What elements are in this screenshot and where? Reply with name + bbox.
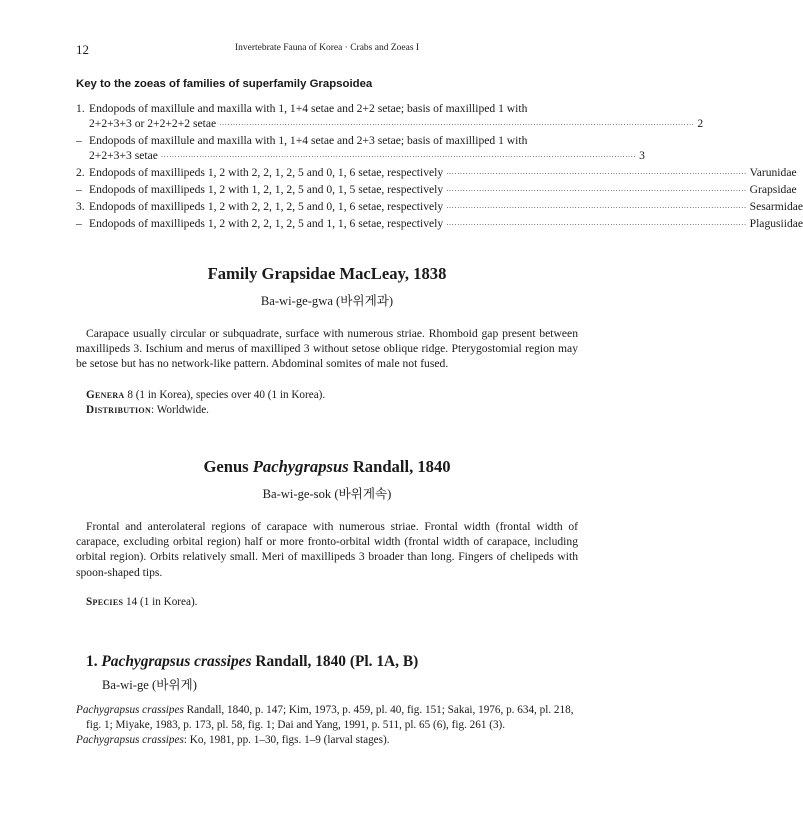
leader-dots: ·············································································································· [446,187,747,195]
species-label: Species [86,596,124,608]
genera-value: 8 (1 in Korea), species over 40 (1 in Korea). [127,389,326,401]
leader-dots: ·············································································································· [446,170,747,178]
key-item-text: Endopods of maxillipeds 1, 2 with 1, 2, 1, 2, 5 and 0, 1, 5 setae, respectively [89,183,444,196]
leader-dots: ·············································································································· [446,204,747,212]
reference-entry: Pachygrapsus crassipes Randall, 1840, p. 147; Kim, 1973, p. 459, pl. 40, fig. 151; Sakai, 1976, p. 634, pl. 218, fig. 1; Miyake, 1983, p. 173, pl. 58, fig. 1; Dai and Yang, 1991, p. 511, pl. 65 (6), fig. 261 (3). [76,704,574,731]
key-item-result: Varunidae [749,166,797,179]
distribution-label: Distribution [86,404,152,416]
leader-dots: ·············································································································· [446,221,747,229]
species-name: Pachygrapsus crassipes [101,653,252,670]
key-item-number: 2. [76,166,85,179]
key-item-result: 3 [639,149,645,162]
key-item [76,133,645,165]
key-item-number: 1. [76,102,85,115]
species-value: 14 (1 in Korea). [126,596,198,608]
family-description: Carapace usually circular or subquadrate, surface with numerous striae. Rhomboid gap present between maxillipeds 3. Ischium and merus of maxilliped 3 without setose oblique ridge. Pterygostomial region may be setose but has no network-like pattern. Abdominal somites of male not fused. [76,327,578,371]
key-item-number: – [76,134,82,147]
key-item [76,101,704,133]
genera-label: Genera [86,389,125,401]
key-title: Key to the zoeas of families of superfamily Grapsoidea [76,78,373,90]
key-item-text: Endopods of maxillule and maxilla with 1, 1+4 setae and 2+2 setae; basis of maxilliped 1 with [89,102,528,115]
genus-title: Genus Pachygrapsus Randall, 1840 [203,457,451,476]
reference-entry: Pachygrapsus crassipes: Ko, 1981, pp. 1–30, figs. 1–9 (larval stages). [76,734,390,746]
key-item-text: 2+2+3+3 setae [89,149,158,162]
distribution-value: : Worldwide. [151,404,209,416]
key-item-result: Grapsidae [749,183,797,196]
key-item-number: 3. [76,200,85,213]
key-item-text: Endopods of maxillipeds 1, 2 with 2, 2, 1, 2, 5 and 1, 1, 6 setae, respectively [89,217,444,230]
leader-dots: ·············································································································································································· [160,153,637,161]
running-head: Invertebrate Fauna of Korea · Crabs and Zoeas I [234,43,420,53]
key-item-result: 2 [697,117,704,130]
genus-heading [76,457,578,502]
species-title: 1. Pachygrapsus crassipes Randall, 1840 (Pl. 1A, B) [86,653,419,670]
key-item-result: Sesarmidae [749,200,803,213]
genus-korean-name: Ba-wi-ge-sok (바위게속) [262,487,392,501]
key-item [76,165,797,182]
key-item-text: Endopods of maxillipeds 1, 2 with 2, 2, 1, 2, 5 and 0, 1, 6 setae, respectively [89,166,444,179]
key-item-number: – [76,217,82,230]
leader-dots: ·············································································································································································· [219,121,695,129]
species-heading [86,653,578,693]
identification-key [76,78,803,233]
genus-name: Pachygrapsus [252,457,349,476]
family-heading [76,264,578,309]
key-item [76,216,803,233]
synonymy-references [76,703,578,748]
species-korean-name: Ba-wi-ge (바위게) [102,678,197,692]
family-korean-name: Ba-wi-ge-gwa (바위게과) [260,294,394,308]
genus-description: Frontal and anterolateral regions of carapace with numerous striae. Frontal width (frontal width of carapace, excluding orbital region) half or more fronto-orbital width (frontal width of carapace, including orbital region). Orbits relatively small. Meri of maxillipeds 3 broader than long. Fingers of chelipeds with spoon-shaped tips. [76,520,578,579]
page-number: 12 [76,42,89,57]
family-genera [86,388,578,403]
key-item-text: 2+2+3+3 or 2+2+2+2 setae [89,117,217,130]
key-item-number: – [76,183,82,196]
key-item-text: Endopods of maxillipeds 1, 2 with 2, 2, 1, 2, 5 and 0, 1, 6 setae, respectively [89,200,444,213]
genus-species-count [86,595,578,610]
page-header [76,42,578,58]
key-item-text: Endopods of maxillule and maxilla with 1, 1+4 setae and 2+3 setae; basis of maxilliped 1 with [89,134,528,147]
family-distribution [86,403,578,418]
key-item-result: Plagusiidae [749,217,803,230]
family-title: Family Grapsidae MacLeay, 1838 [207,264,447,283]
key-item [76,199,803,216]
key-item [76,182,797,199]
